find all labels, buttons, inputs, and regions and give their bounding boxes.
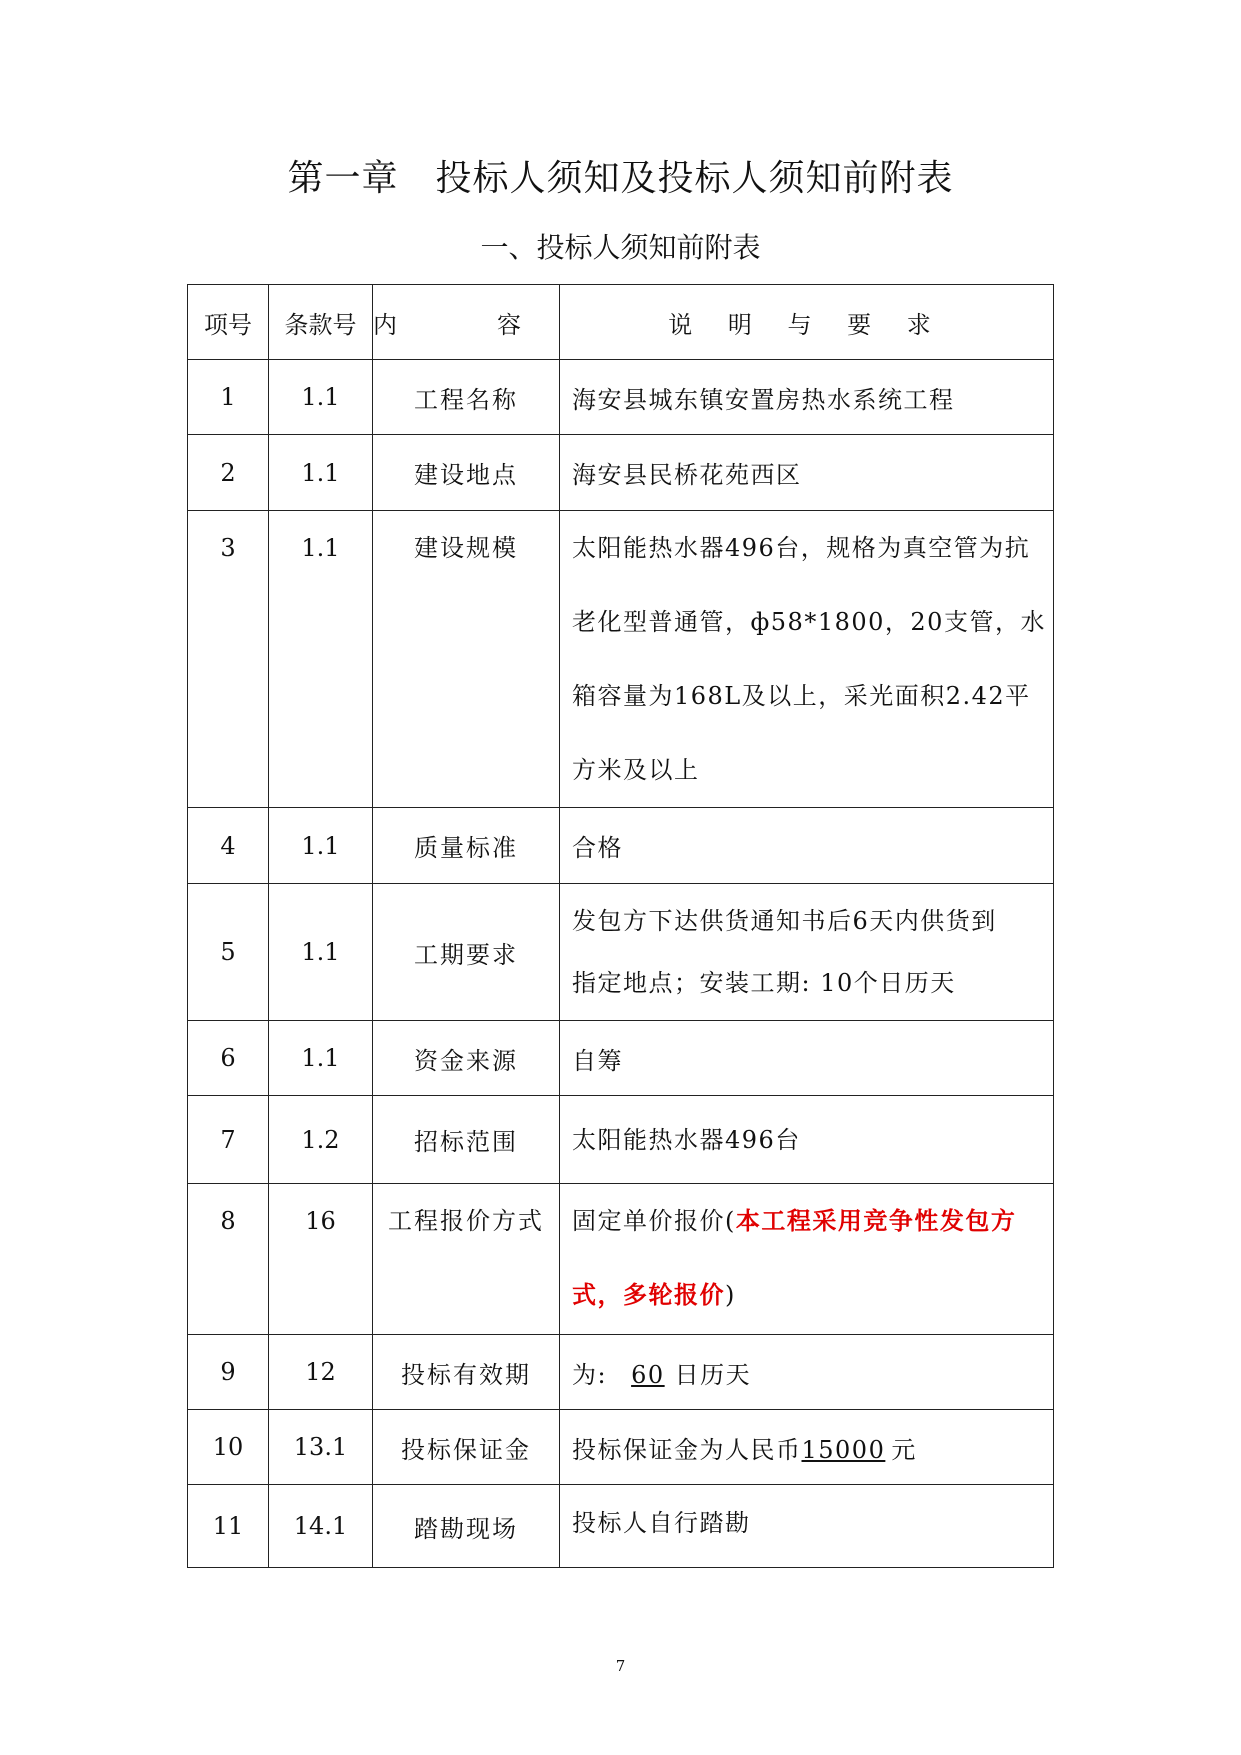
row-no: 8 (188, 1184, 269, 1335)
row-item: 建设规模 (373, 511, 560, 808)
description-text: ) (725, 1281, 736, 1309)
chapter-title: 第一章 投标人须知及投标人须知前附表 (287, 158, 954, 199)
row-no: 7 (188, 1096, 269, 1184)
table-row (188, 1184, 1054, 1335)
row-clause: 1.1 (269, 808, 373, 884)
description-line (572, 1258, 1053, 1332)
section-title: 一、投标人须知前附表 (480, 231, 761, 264)
description-line: 发包方下达供货通知书后6天内供货到 (572, 907, 997, 935)
row-no: 1 (188, 360, 269, 435)
row-description (560, 884, 1054, 1021)
highlight-text: 式，多轮报价 (572, 1280, 725, 1309)
row-description: 合格 (560, 808, 1054, 884)
row-item: 投标有效期 (373, 1335, 560, 1410)
row-clause: 1.2 (269, 1096, 373, 1184)
description-line: 指定地点；安装工期: 10个日历天 (572, 969, 956, 997)
table-row (188, 1096, 1054, 1184)
row-description: 投标人自行踏勘 (560, 1485, 1054, 1568)
row-item: 招标范围 (373, 1096, 560, 1184)
row-clause: 1.1 (269, 884, 373, 1021)
row-item: 踏勘现场 (373, 1485, 560, 1568)
row-no: 4 (188, 808, 269, 884)
table-row (188, 360, 1054, 435)
highlight-text: 本工程采用竞争性发包方 (735, 1206, 1017, 1235)
header-content: 内 容 (373, 285, 560, 360)
description-line: 太阳能热水器496台，规格为真空管为抗 (572, 534, 1031, 562)
description-line: 方米及以上 (572, 756, 700, 784)
row-no: 5 (188, 884, 269, 1021)
row-description: 自筹 (560, 1021, 1054, 1096)
table-row (188, 435, 1054, 511)
header-description: 说 明 与 要 求 (560, 285, 1054, 360)
row-description: 海安县民桥花苑西区 (560, 435, 1054, 511)
description-text: 投标保证金为人民币 (572, 1435, 802, 1464)
row-description: 海安县城东镇安置房热水系统工程 (560, 360, 1054, 435)
table-row (188, 1410, 1054, 1485)
row-item: 资金来源 (373, 1021, 560, 1096)
description-text: 日历天 (674, 1360, 752, 1389)
table-row (188, 808, 1054, 884)
row-item: 建设地点 (373, 435, 560, 511)
row-description (560, 1410, 1054, 1485)
validity-days-value: 60 (631, 1360, 665, 1389)
table-header-row (188, 285, 1054, 360)
row-clause: 1.1 (269, 360, 373, 435)
table-row (188, 1485, 1054, 1568)
page-number: 7 (615, 1657, 626, 1675)
description-line: 箱容量为168L及以上，采光面积2.42平 (572, 682, 1031, 710)
description-line: 老化型普通管，ф58*1800，20支管，水 (572, 608, 1046, 636)
row-clause: 1.1 (269, 511, 373, 808)
row-no: 6 (188, 1021, 269, 1096)
row-item: 投标保证金 (373, 1410, 560, 1485)
row-item: 工期要求 (373, 884, 560, 1021)
table-row (188, 511, 1054, 808)
table-row (188, 884, 1054, 1021)
row-clause: 12 (269, 1335, 373, 1410)
row-clause: 14.1 (269, 1485, 373, 1568)
deposit-amount-value: 15000 (801, 1435, 886, 1464)
description-text: 为: (572, 1360, 608, 1389)
description-text: 元 (891, 1435, 917, 1464)
requirements-table (187, 284, 1054, 1568)
row-clause: 1.1 (269, 1021, 373, 1096)
description-line (572, 1184, 1053, 1258)
row-no: 10 (188, 1410, 269, 1485)
row-description: 太阳能热水器496台 (560, 1096, 1054, 1184)
row-no: 2 (188, 435, 269, 511)
row-clause: 1.1 (269, 435, 373, 511)
row-item: 工程名称 (373, 360, 560, 435)
description-text: 固定单价报价( (572, 1207, 736, 1235)
row-no: 9 (188, 1335, 269, 1410)
row-no: 3 (188, 511, 269, 808)
table-row (188, 1021, 1054, 1096)
row-item: 工程报价方式 (373, 1184, 560, 1335)
header-clause-no: 条款号 (269, 285, 373, 360)
row-clause: 13.1 (269, 1410, 373, 1485)
row-description (560, 1184, 1054, 1335)
row-clause: 16 (269, 1184, 373, 1335)
row-item: 质量标准 (373, 808, 560, 884)
table-row (188, 1335, 1054, 1410)
row-no: 11 (188, 1485, 269, 1568)
header-item-no: 项号 (188, 285, 269, 360)
row-description (560, 1335, 1054, 1410)
row-description (560, 511, 1054, 808)
